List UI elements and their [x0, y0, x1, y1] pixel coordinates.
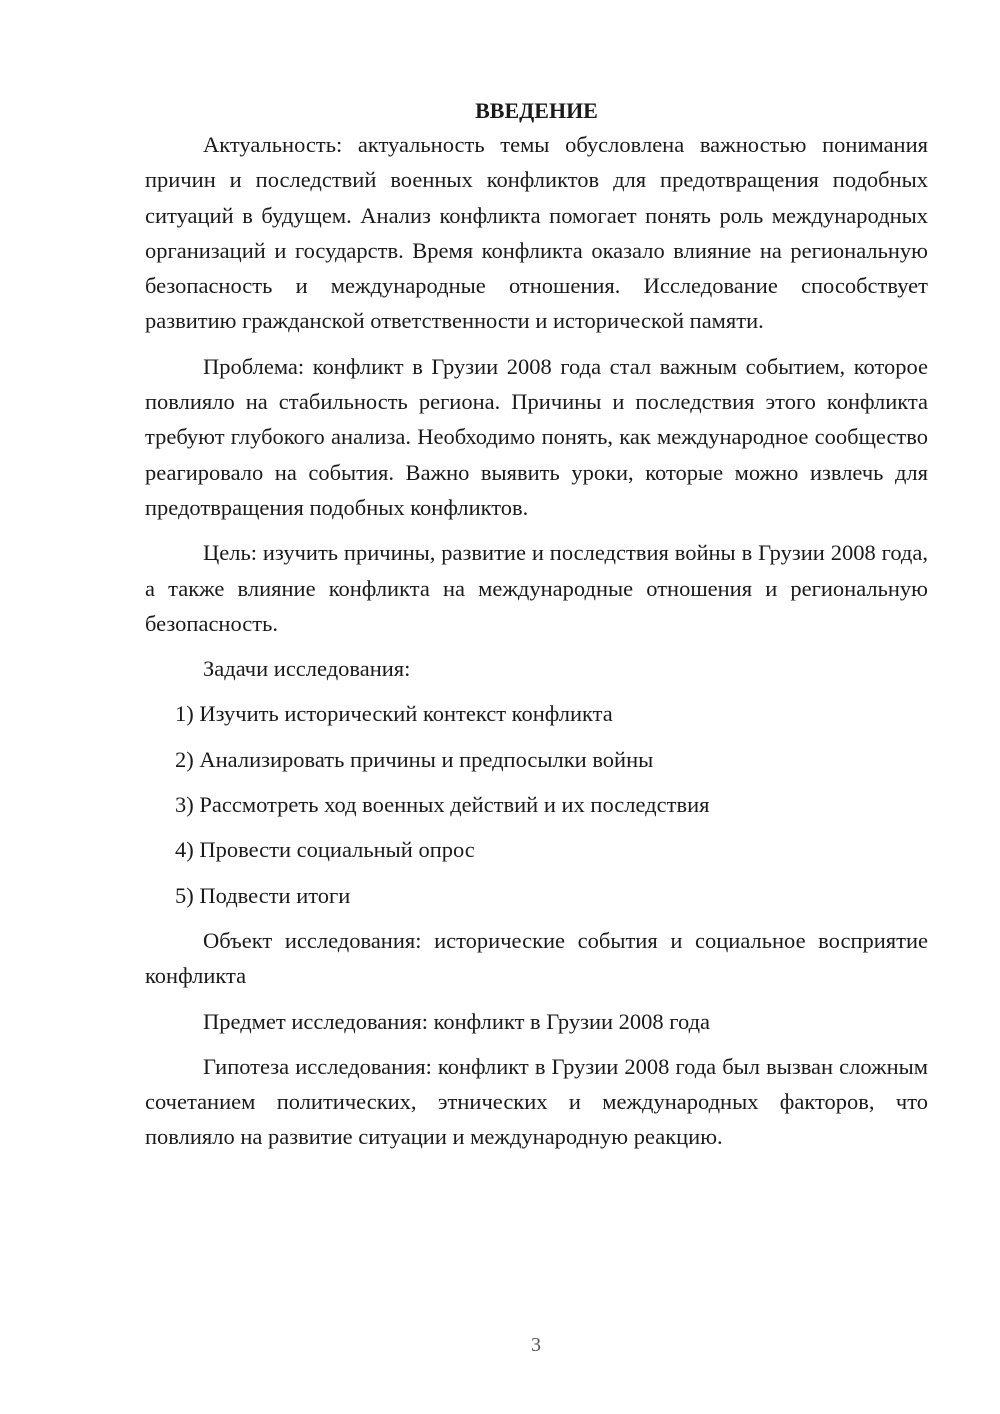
paragraph-object: Объект исследования: исторические события и социальное восприятие конфликта	[145, 927, 928, 989]
tasks-list	[145, 696, 928, 912]
list-item: 1) Изучить исторический контекст конфликта	[175, 701, 613, 727]
paragraph-goal: Цель: изучить причины, развитие и последствия войны в Грузии 2008 года, а также влияние конфликта на международные отношения и региональную безопасность.	[145, 540, 928, 636]
list-item: 5) Подвести итоги	[175, 882, 351, 908]
paragraph-relevance: Актуальность: актуальность темы обусловлена важностью понимания причин и последствий военных конфликтов для предотвращения подобных ситуаций в будущем. Анализ конфликта помогает понять роль международных организаций и государств. Время конфликта оказало влияние на региональную безопасность и международные отношения. Исследование способствует развитию гражданской ответственности и исторической памяти.	[145, 132, 928, 334]
section-title: ВВЕДЕНИЕ	[475, 98, 598, 123]
page-content	[145, 94, 928, 1155]
list-item: 3) Рассмотреть ход военных действий и их последствия	[175, 792, 710, 818]
list-item: 2) Анализировать причины и предпосылки войны	[175, 746, 654, 772]
page-number: 3	[531, 1334, 541, 1356]
paragraph-problem: Проблема: конфликт в Грузии 2008 года стал важным событием, которое повлияло на стабильность региона. Причины и последствия этого конфликта требуют глубокого анализа. Необходимо понять, как международное сообщество реагировало на события. Важно выявить уроки, которые можно извлечь для предотвращения подобных конфликтов.	[145, 353, 928, 520]
paragraph-subject: Предмет исследования: конфликт в Грузии 2008 года	[203, 1008, 710, 1034]
tasks-heading: Задачи исследования:	[203, 656, 411, 682]
list-item: 4) Провести социальный опрос	[175, 837, 475, 863]
paragraph-hypothesis: Гипотеза исследования: конфликт в Грузии 2008 года был вызван сложным сочетанием политических, этнических и международных факторов, что повлияло на развитие ситуации и международную реакцию.	[145, 1053, 928, 1150]
